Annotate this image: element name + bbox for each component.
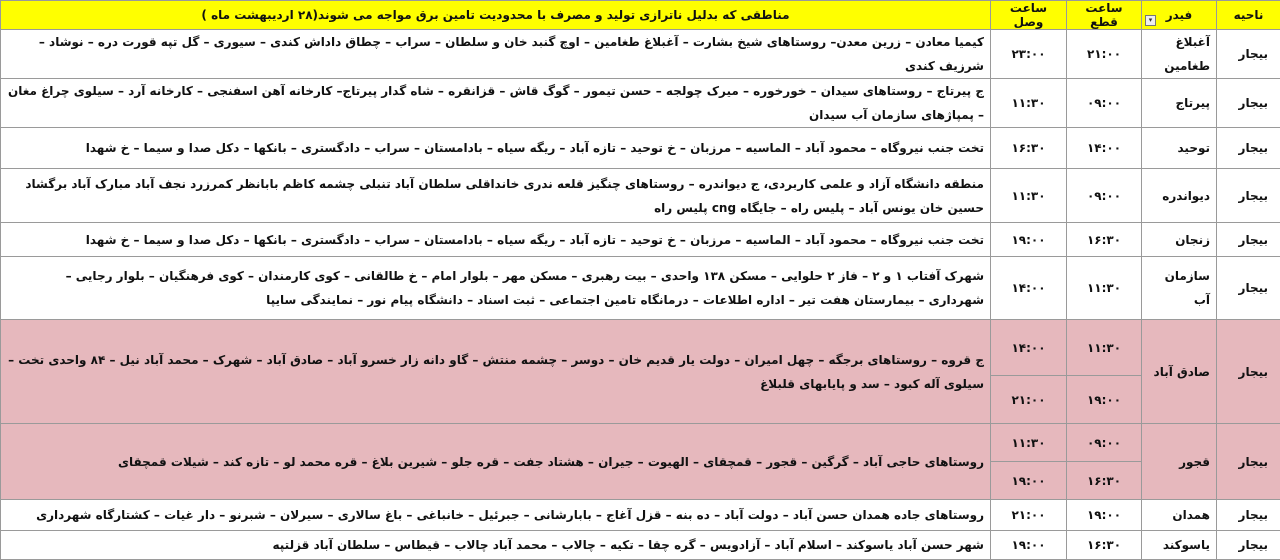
area-cell: بیجار: [1217, 531, 1280, 560]
table-row: [1, 223, 1280, 257]
header-cut-time: ساعت قطع: [1067, 1, 1142, 30]
table-row: [1, 30, 1280, 79]
regions-cell: کیمیا معادن – زرین معدن– روستاهای شیخ بشارت – آغبلاغ طغامین – اوچ گنبد خان و سلطان – سراب – چطاق داداش کندی – سیوری – گل تپه قورت دره – نوشاد – شرزیف کندی: [1, 30, 991, 79]
cut-time-cell: ۱۴:۰۰: [1067, 128, 1142, 169]
cut-time-cell: ۲۱:۰۰: [1067, 30, 1142, 79]
cut-time-cell: ۰۹:۰۰: [1067, 169, 1142, 223]
regions-cell: شهرک آفتاب ۱ و ۲ – فاز ۲ حلوایی – مسکن ۱۳۸ واحدی – بیت رهبری – مسکن مهر – بلوار امام – خ طالقانی – کوی کارمندان – کوی فرهنگیان – بلوار رجایی – شهرداری – بیمارستان هفت تیر – اداره اطلاعات – درمانگاه تامین اجتماعی – ثبت اسناد – دانشگاه پیام نور – نمایندگی سایپا: [1, 257, 991, 320]
regions-cell: ج قروه – روستاهای برجگه – چهل امیران – دولت یار قدیم خان – دوسر – چشمه منتش – گاو دانه زار خسرو آباد – صادق آباد – شهرک – محمد آباد نیل – ۸۴ واحدی تخت –سیلوی آله کبود – سد و پایابهای قلبلاغ: [1, 320, 991, 424]
feeder-cell: پیرتاج: [1142, 79, 1217, 128]
connect-time-cell: ۱۴:۰۰: [991, 320, 1067, 376]
regions-cell: روستاهای جاده همدان حسن آباد – دولت آباد – ده بنه – قزل آغاج – بابارشانی – جبرئیل – خانباغی – باغ سالاری – سیرلان – شبرنو – دار غیات – کشتارگاه شهرداری: [1, 500, 991, 531]
regions-cell: روستاهای حاجی آباد – گرگین – قجور – قمچقای – الهیوت – جیران – هشتاد جفت – قره جلو – شیرین بلاغ – قره محمد لو – تازه کند – شیلات قمچقای: [1, 424, 991, 500]
cut-time-cell: ۱۱:۳۰: [1067, 320, 1142, 376]
area-cell: بیجار: [1217, 128, 1280, 169]
cut-time-cell: ۱۹:۰۰: [1067, 376, 1142, 424]
table-row: [1, 531, 1280, 560]
table-row: [1, 128, 1280, 169]
feeder-cell: دیواندره: [1142, 169, 1217, 223]
feeder-cell: قجور: [1142, 424, 1217, 500]
area-cell: بیجار: [1217, 169, 1280, 223]
cut-time-cell: ۱۶:۳۰: [1067, 462, 1142, 500]
connect-time-cell: ۱۱:۳۰: [991, 169, 1067, 223]
cut-time-cell: ۱۶:۳۰: [1067, 223, 1142, 257]
feeder-cell: زنجان: [1142, 223, 1217, 257]
regions-cell: شهر حسن آباد یاسوکند – اسلام آباد – آزادویس – گره چقا – تکیه – چالاب – محمد آباد چالاب – قیطاس – سلطان آباد قزلتپه: [1, 531, 991, 560]
table-row: [1, 79, 1280, 128]
connect-time-cell: ۱۴:۰۰: [991, 257, 1067, 320]
area-cell: بیجار: [1217, 30, 1280, 79]
sort-dropdown-icon[interactable]: ▾: [1145, 15, 1156, 26]
table-row: [1, 500, 1280, 531]
connect-time-cell: ۱۹:۰۰: [991, 531, 1067, 560]
regions-cell: تخت جنب نیروگاه – محمود آباد – الماسیه – مرزبان – خ توحید – تازه آباد – ریگه سیاه – بادامستان – سراب – دادگستری – بانکها – دکل صدا و سیما – خ شهدا: [1, 223, 991, 257]
connect-time-cell: ۱۱:۳۰: [991, 424, 1067, 462]
header-connect-time: ساعت وصل: [991, 1, 1067, 30]
table-row: [1, 169, 1280, 223]
connect-time-cell: ۱۱:۳۰: [991, 79, 1067, 128]
feeder-cell: یاسوکند: [1142, 531, 1217, 560]
area-cell: بیجار: [1217, 500, 1280, 531]
regions-cell: ج پیرتاج – روستاهای سیدان – خورخوره – میرک چولجه – حسن تیمور – گوگ قاش – قزانقره – شاه گدار پیرتاج– کارخانه آهن اسفنجی – کارخانه آرد – سیلوی چراغ مغان – پمپاژهای سازمان آب سیدان: [1, 79, 991, 128]
feeder-cell: سازمان آب: [1142, 257, 1217, 320]
regions-cell: منطقه دانشگاه آزاد و علمی کاربردی، ج دیواندره – روستاهای چنگیز قلعه ندری خانداقلی سلطان آباد تنبلی چشمه کاظم بابانظر کمرزرد نجف آباد مبارک آباد برگشاد حسین خان یونس آباد – پلیس راه – جایگاه cng پلیس راه: [1, 169, 991, 223]
area-cell: بیجار: [1217, 223, 1280, 257]
table-row: [1, 320, 1280, 376]
connect-time-cell: ۱۶:۳۰: [991, 128, 1067, 169]
table-row: [1, 257, 1280, 320]
cut-time-cell: ۰۹:۰۰: [1067, 79, 1142, 128]
cut-time-cell: ۱۱:۳۰: [1067, 257, 1142, 320]
feeder-cell: آغبلاغ طغامین: [1142, 30, 1217, 79]
feeder-cell: توحید: [1142, 128, 1217, 169]
area-cell: بیجار: [1217, 257, 1280, 320]
connect-time-cell: ۱۹:۰۰: [991, 223, 1067, 257]
area-cell: بیجار: [1217, 79, 1280, 128]
regions-cell: تخت جنب نیروگاه – محمود آباد – الماسیه – مرزبان – خ توحید – تازه آباد – ریگه سیاه – بادامستان – سراب – دادگستری – بانکها – دکل صدا و سیما – خ شهدا: [1, 128, 991, 169]
connect-time-cell: ۱۹:۰۰: [991, 462, 1067, 500]
connect-time-cell: ۲۳:۰۰: [991, 30, 1067, 79]
header-feeder-label: فیدر: [1166, 8, 1193, 22]
header-feeder[interactable]: [1142, 1, 1217, 30]
header-row: [1, 1, 1280, 30]
area-cell: بیجار: [1217, 320, 1280, 424]
table-row: [1, 424, 1280, 462]
header-area: ناحیه: [1217, 1, 1280, 30]
header-regions: مناطقی که بدلیل ناترازی تولید و مصرف با محدودیت تامین برق مواجه می شوند(۲۸ اردیبهشت ماه ): [1, 1, 991, 30]
cut-time-cell: ۱۹:۰۰: [1067, 500, 1142, 531]
cut-time-cell: ۱۶:۳۰: [1067, 531, 1142, 560]
connect-time-cell: ۲۱:۰۰: [991, 376, 1067, 424]
feeder-cell: همدان: [1142, 500, 1217, 531]
feeder-cell: صادق آباد: [1142, 320, 1217, 424]
connect-time-cell: ۲۱:۰۰: [991, 500, 1067, 531]
cut-time-cell: ۰۹:۰۰: [1067, 424, 1142, 462]
area-cell: بیجار: [1217, 424, 1280, 500]
